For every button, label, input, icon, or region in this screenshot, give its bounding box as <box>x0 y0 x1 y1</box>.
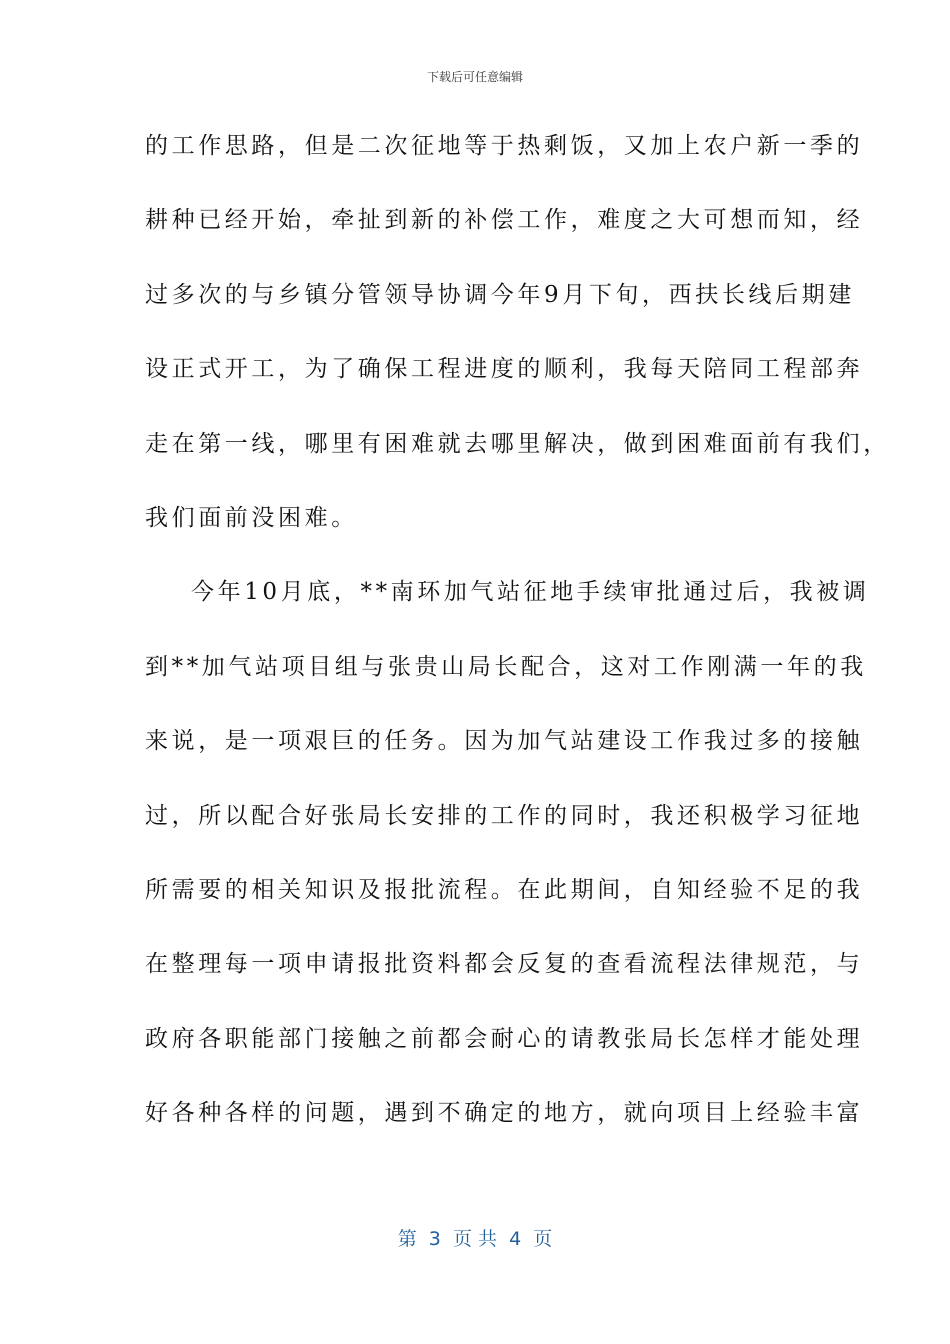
body-line: 的工作思路，但是二次征地等于热剩饭，又加上农户新一季的 <box>145 133 864 159</box>
body-line: 来说，是一项艰巨的任务。因为加气站建设工作我过多的接触 <box>145 728 864 755</box>
body-line: 到**加气站项目组与张贵山局长配合，这对工作刚满一年的我 <box>145 653 867 680</box>
document-body <box>145 120 890 1161</box>
body-line: 过，所以配合好张局长安排的工作的同时，我还积极学习征地 <box>145 802 864 829</box>
page-footer: 第 3 页 共 4 页 <box>397 1228 553 1250</box>
body-line: 耕种已经开始，牵扯到新的补偿工作，难度之大可想而知，经 <box>145 207 864 234</box>
body-line: 走在第一线，哪里有困难就去哪里解决，做到困难面前有我们， <box>145 430 890 457</box>
body-line-paragraph-start: 今年10月底，**南环加气站征地手续审批通过后，我被调 <box>191 579 870 606</box>
body-line: 过多次的与乡镇分管领导协调今年9月下旬，西扶长线后期建 <box>145 281 855 308</box>
body-line: 所需要的相关知识及报批流程。在此期间，自知经验不足的我 <box>145 876 864 903</box>
body-line: 在整理每一项申请报批资料都会反复的查看流程法律规范，与 <box>145 951 864 978</box>
body-line: 好各种各样的问题，遇到不确定的地方，就向项目上经验丰富 <box>145 1100 864 1127</box>
body-line: 政府各职能部门接触之前都会耐心的请教张局长怎样才能处理 <box>145 1025 864 1052</box>
body-line: 我们面前没困难。 <box>145 504 358 531</box>
body-line: 设正式开工，为了确保工程进度的顺利，我每天陪同工程部奔 <box>145 356 864 383</box>
page-header: 下载后可任意编辑 <box>426 70 523 84</box>
